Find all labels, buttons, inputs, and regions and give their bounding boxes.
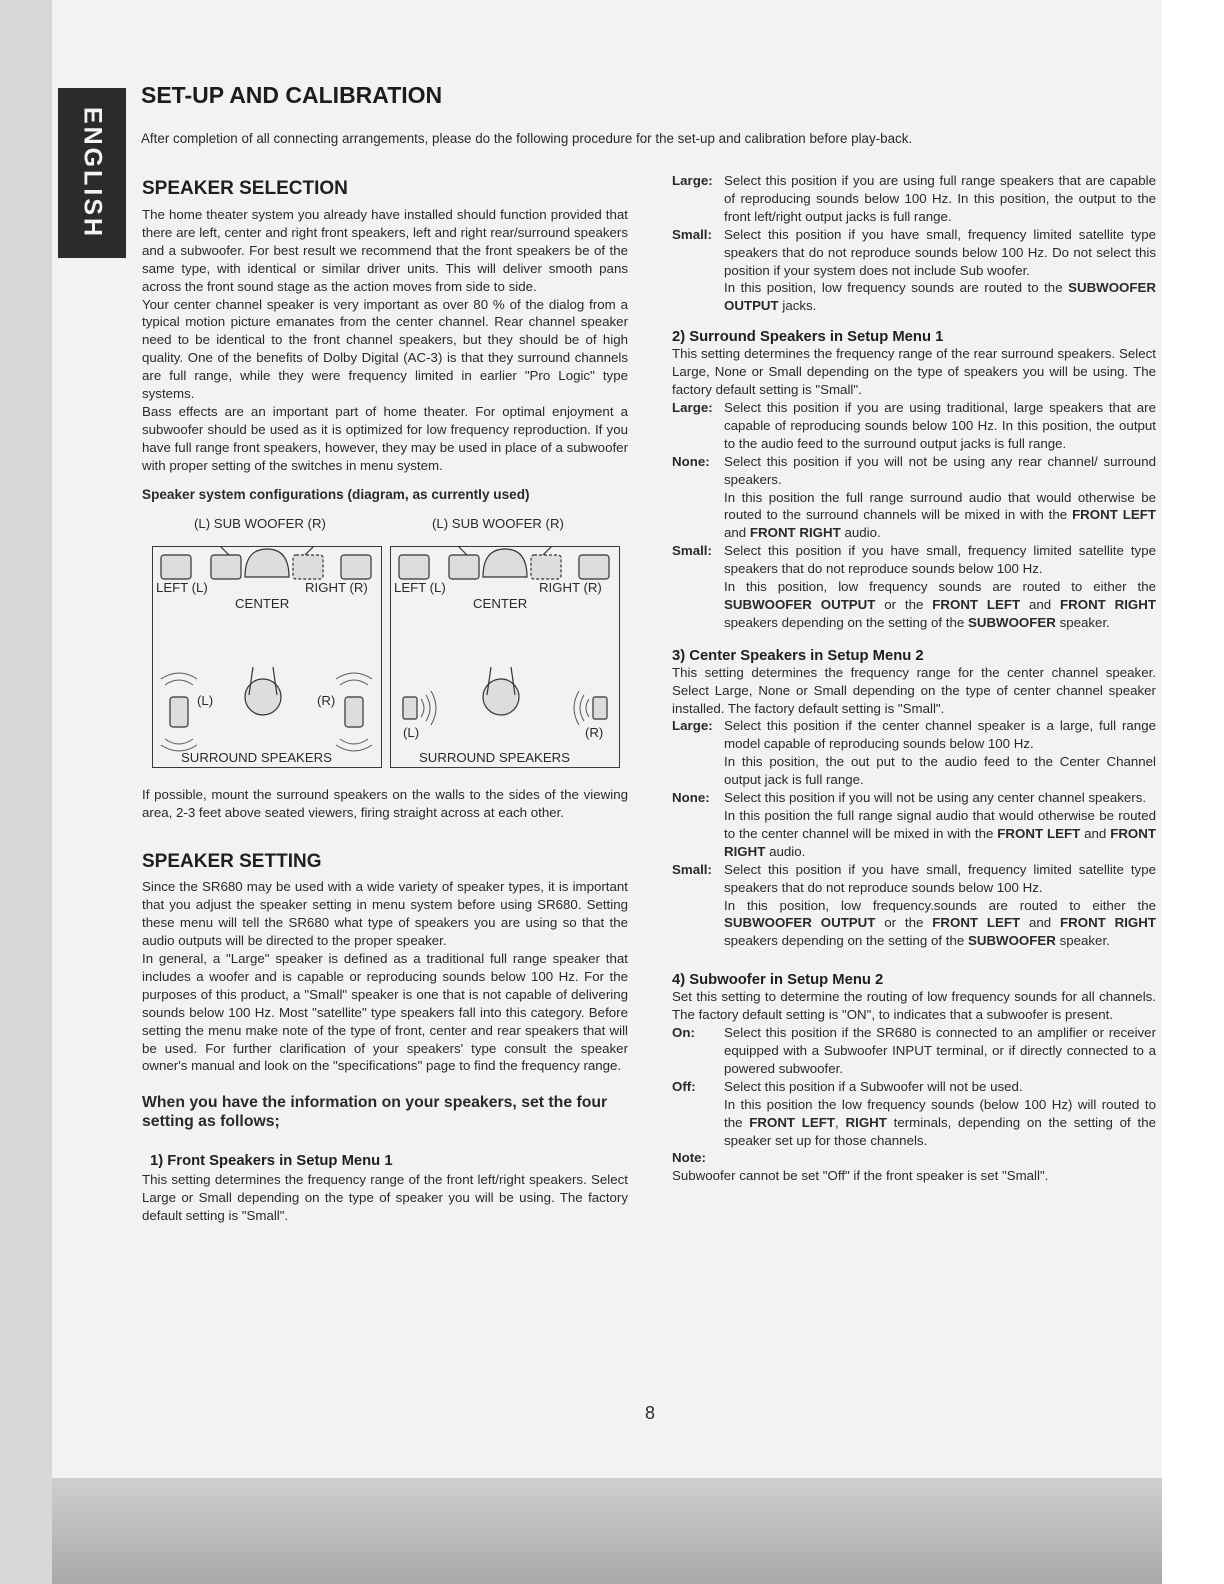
sub-woofer-right-icon <box>293 555 323 579</box>
center-label-2: CENTER <box>473 595 528 611</box>
config-box-1 <box>152 546 382 768</box>
left-column <box>142 178 628 1225</box>
sub-woofer-right-icon <box>531 555 561 579</box>
subwoofer-heading: 4) Subwoofer in Setup Menu 2 <box>672 972 884 989</box>
page-title: SET-UP AND CALIBRATION <box>141 82 443 108</box>
surround-small-option <box>672 542 1156 632</box>
language-tab-label: ENGLISH <box>78 106 107 240</box>
front-large-text: Select this position if you are using full range speakers that are capable of reproducing sounds below 100 Hz. In this position, the output to the front left/right output jacks is full range. <box>724 173 1156 224</box>
surround-r-label-2: (R) <box>585 724 604 740</box>
front-small-option <box>672 226 1156 316</box>
speaker-diagram <box>142 515 608 768</box>
surround-left-speaker-icon <box>403 697 417 719</box>
front-left-speaker-icon <box>161 555 191 579</box>
subwoofer-on-option <box>672 1024 1156 1078</box>
center-small-text-1: Select this position if you have small, frequency limited satellite type speakers that do not reproduce sounds below 100 Hz. <box>724 861 1156 895</box>
when-heading: When you have the information on your speakers, set the four setting as follows; <box>142 1094 608 1131</box>
surround-l-label-1: (L) <box>197 692 214 708</box>
surround-none-text-2: In this position the full range surround audio that would otherwise be routed to the surround channels will be mixed in with the FRONT LEFT and FRONT RIGHT audio. <box>724 489 1156 541</box>
speaker-selection-p2: Your center channel speaker is very important as over 80 % of the dialog from a typical motion picture emanates from the center channel. Rear channel speaker need to be identical to the front channel speakers, but they should be of high quality. One of the benefits of Dolby Digital (AC-3) is that they surround channels are full range, while they were frequency limited in earlier "Pro Logic" type systems. <box>142 296 628 402</box>
scan-margin-right <box>1162 0 1224 1584</box>
speaker-selection-heading: SPEAKER SELECTION <box>142 178 348 199</box>
speaker-setting-p1: Since the SR680 may be used with a wide variety of speaker types, it is important that you adjust the speaker setting in menu system before using SR680. Setting these menu will tell the SR680 what type of speakers you are using so that the audio outputs will be directed to the proper speaker. <box>142 879 628 949</box>
center-label-1: CENTER <box>235 595 290 611</box>
center-none-key: None: <box>672 790 710 806</box>
center-large-option <box>672 717 1156 789</box>
surround-r-label-1: (R) <box>317 692 336 708</box>
intro-text: After completion of all connecting arrangements, please do the following procedure for the set-up and calibration before play-back. <box>141 131 913 146</box>
front-large-option <box>672 172 1156 226</box>
surround-heading: 2) Surround Speakers in Setup Menu 1 <box>672 329 944 346</box>
mount-text: If possible, mount the surround speakers on the walls to the sides of the viewing area, 2-3 feet above seated viewers, firing straight across at each other. <box>142 786 628 820</box>
surround-none-key: None: <box>672 453 710 469</box>
subwoofer-text: Set this setting to determine the routing of low frequency sounds for all channels. The factory default setting is "ON", to indicates that a subwoofer is present. <box>672 989 1156 1023</box>
scan-margin-left <box>0 0 52 1584</box>
surround-right-speaker-icon <box>345 697 363 727</box>
right-speaker-label-1: RIGHT (R) <box>305 579 368 595</box>
subwoofer-off-key: Off: <box>672 1078 696 1094</box>
front-speakers-heading: 1) Front Speakers in Setup Menu 1 <box>150 1153 393 1170</box>
center-speaker-icon <box>483 549 527 577</box>
surround-none-text-1: Select this position if you will not be using any rear channel/ surround speakers. <box>724 453 1156 487</box>
language-tab <box>58 88 126 258</box>
surround-large-text: Select this position if you are using traditional, large speakers that are capable of reproducing sounds below 100 Hz. In this position, the output to the audio feed to the surround output jacks is full range. <box>724 399 1156 451</box>
surround-label-2: SURROUND SPEAKERS <box>419 749 570 765</box>
front-small-text-2: In this position, low frequency sounds are routed to the SUBWOOFER OUTPUT jacks. <box>724 280 1156 314</box>
surround-small-text-1: Select this position if you have small, frequency limited satellite type speakers that do not reproduce sounds below 100 Hz. <box>724 543 1156 577</box>
center-small-text-2: In this position, low frequency.sounds are routed to either the SUBWOOFER OUTPUT or the FRONT LEFT and FRONT RIGHT speakers depending on the setting of the SUBWOOFER speaker. <box>724 897 1156 949</box>
front-small-text-1: Select this position if you have small, frequency limited satellite type speakers that do not reproduce sounds below 100 Hz. Do not select this position if your system does not include Sub woofer. <box>724 226 1156 278</box>
surround-small-text-2: In this position, low frequency sounds are routed to either the SUBWOOFER OUTPUT or the FRONT LEFT and FRONT RIGHT speakers depending on the setting of the SUBWOOFER speaker. <box>724 579 1156 630</box>
note-text: Subwoofer cannot be set "Off" if the front speaker is set "Small". <box>672 1168 1049 1184</box>
right-speaker-label-2: RIGHT (R) <box>539 579 602 595</box>
center-speaker-icon <box>245 549 289 577</box>
front-large-key: Large: <box>672 173 713 188</box>
surround-none-option <box>672 453 1156 543</box>
front-left-speaker-icon <box>399 555 429 579</box>
subwoofer-on-text: Select this position if the SR680 is connected to an amplifier or receiver equipped with a Subwoofer INPUT terminal, or if directly connected to a powered subwoofer. <box>724 1025 1156 1076</box>
speaker-setting-p2: In general, a "Large" speaker is defined as a traditional full range speaker that includes a woofer and is capable or reproducing sounds below 100 Hz. For the purposes of this product, a "Small" speaker is one that is not capable of delivering sounds below 100 Hz. Most "satellite" type speakers fall into this category. Before setting the menu make note of the type of front, center and rear speakers that will be used. For further clarification of your speakers' type consult the speaker owner's manual and look on the "specifications" page to find the frequency range. <box>142 951 628 1074</box>
sub-woofer-label-2: (L) SUB WOOFER (R) <box>432 515 564 531</box>
center-heading: 3) Center Speakers in Setup Menu 2 <box>672 647 924 664</box>
surround-large-key: Large: <box>672 399 713 415</box>
center-small-key: Small: <box>672 861 712 877</box>
sub-woofer-label-1: (L) SUB WOOFER (R) <box>194 515 326 531</box>
front-small-key: Small: <box>672 226 712 242</box>
sub-woofer-left-icon <box>211 555 241 579</box>
left-speaker-label-1: LEFT (L) <box>156 579 208 595</box>
center-none-text-1: Select this position if you will not be using any center channel speakers. <box>724 790 1147 806</box>
sub-woofer-left-icon <box>449 555 479 579</box>
config-box-2 <box>390 546 620 768</box>
surround-l-label-2: (L) <box>403 724 420 740</box>
center-large-text-1: Select this position if the center channel speaker is a large, full range model capable of reproducing sounds below 100 Hz. <box>724 718 1156 752</box>
subwoofer-on-key: On: <box>672 1025 695 1041</box>
surround-left-speaker-icon <box>170 697 188 727</box>
subwoofer-off-option <box>672 1078 1156 1150</box>
speaker-selection-p1: The home theater system you already have installed should function provided that there are left, center and right front speakers, left and right rear/surround speakers and a subwoofer. For best result we recommend that the front speakers be of the same type, with identical or similar driver units. This will deliver smooth pans across the front sound stage as the action moves from side to side. <box>142 207 628 294</box>
page-number: 8 <box>645 1403 656 1423</box>
center-none-option <box>672 789 1156 861</box>
surround-large-option <box>672 399 1156 453</box>
left-speaker-label-2: LEFT (L) <box>394 579 446 595</box>
center-large-text-2: In this position, the out put to the audio feed to the Center Channel output jack is full range. <box>724 754 1156 788</box>
center-text: This setting determines the frequency range for the center channel speaker. Select Large, None or Small depending on the type of center channel speaker installed. The factory default setting is "Small". <box>672 664 1156 716</box>
front-speakers-text: This setting determines the frequency range of the front left/right speakers. Select Large or Small depending on the type of speaker you will be using. The factory default setting is "Small". <box>142 1172 628 1224</box>
subwoofer-off-text-1: Select this position if a Subwoofer will not be used. <box>724 1078 1023 1094</box>
center-none-text-2: In this position the full range signal audio that would otherwise be routed to the center channel will be mixed in with the FRONT LEFT and FRONT RIGHT audio. <box>724 808 1156 859</box>
front-right-speaker-icon <box>579 555 609 579</box>
subwoofer-off-text-2: In this position the low frequency sounds (below 100 Hz) will routed to the FRONT LEFT, RIGHT terminals, depending on the setting of the speaker set up for those channels. <box>724 1096 1156 1148</box>
note-label: Note: <box>672 1150 706 1166</box>
diagram-caption: Speaker system configurations (diagram, as currently used) <box>142 486 530 502</box>
surround-right-speaker-icon <box>593 697 607 719</box>
surround-small-key: Small: <box>672 543 712 559</box>
speaker-selection-p3: Bass effects are an important part of home theater. For optimal enjoyment a subwoofer should be used as it is optimized for low frequency reproduction. If you have full range front speakers, however, they may be used in place of a subwoofer with proper setting of the switches in menu system. <box>142 403 628 473</box>
surround-text: This setting determines the frequency range of the rear surround speakers. Select Large, None or Small depending on the type of speakers you will be using. The factory default setting is "Small". <box>672 346 1156 398</box>
speaker-setting-heading: SPEAKER SETTING <box>142 851 322 873</box>
right-column <box>672 172 1156 1185</box>
scan-margin-bottom <box>52 1478 1162 1584</box>
surround-label-1: SURROUND SPEAKERS <box>181 749 332 765</box>
center-large-key: Large: <box>672 718 713 734</box>
center-small-option <box>672 861 1156 951</box>
front-right-speaker-icon <box>341 555 371 579</box>
